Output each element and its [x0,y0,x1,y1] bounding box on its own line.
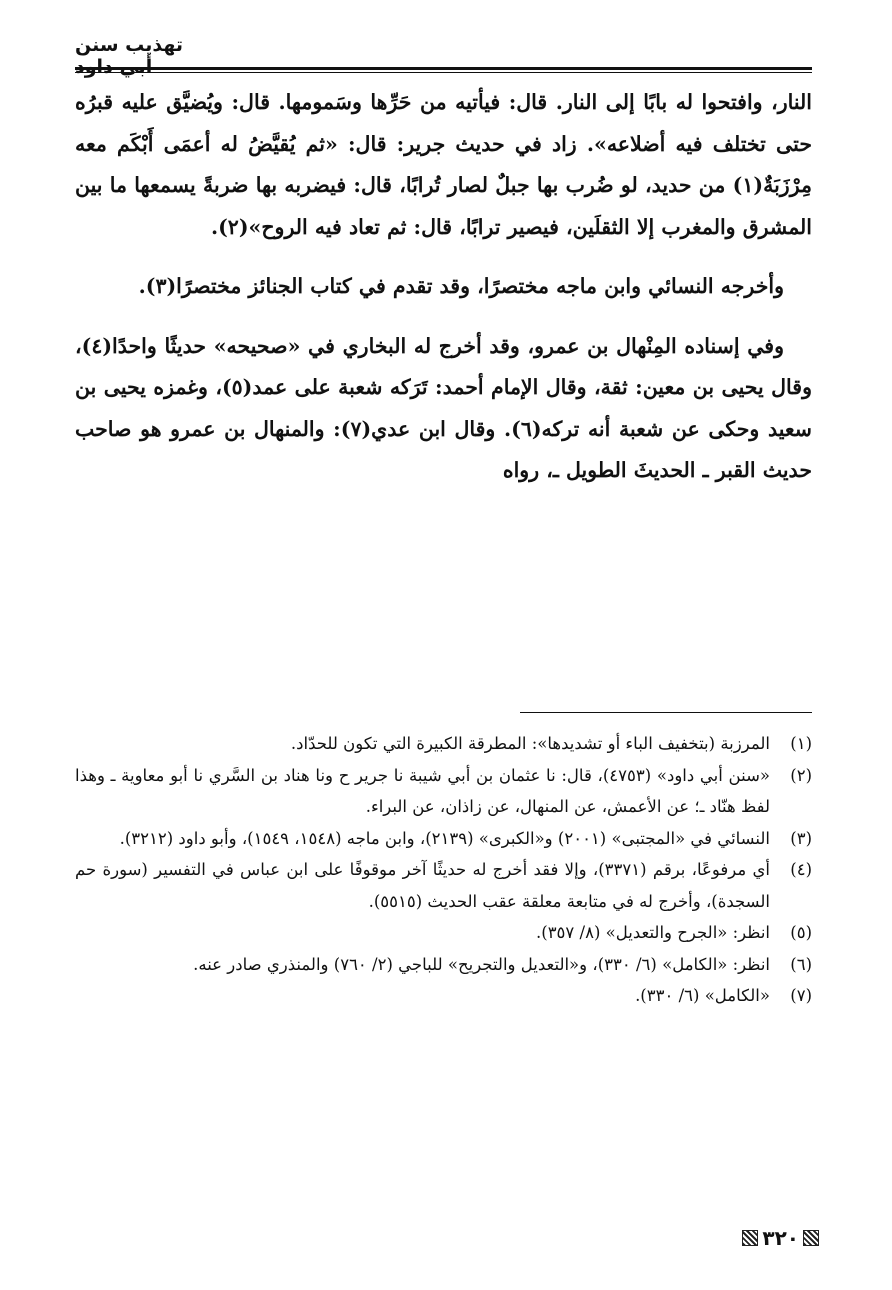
footnote-number: (٢) [790,765,812,785]
footnotes [75,728,812,1012]
header-rule [75,67,812,70]
footnote-number: (٦) [790,954,812,974]
footnote-text: النسائي في «المجتبى» (٢٠٠١) و«الكبرى» (٢١٣٩)، وابن ماجه (١٥٤٨، ١٥٤٩)، وأبو داود (٣٢١٢). [119,828,770,848]
footnote-text: «سنن أبي داود» (٤٧٥٣)، قال: نا عثمان بن أبي شيبة نا جرير ح ونا هناد بن السَّري نا أبو معاوية ـ وهذا لفظ هنّاد ـ؛ عن الأعمش، عن المنهال، عن زاذان، عن البراء. [75,765,771,816]
paragraph: وأخرجه النسائي وابن ماجه مختصرًا، وقد تقدم في كتاب الجنائز مختصرًا(٣). [138,274,784,298]
footnote-separator [520,712,812,713]
footnote-text: انظر: «الكامل» (٦/ ٣٣٠)، و«التعديل والتجريح» للباجي (٢/ ٧٦٠) والمنذري صادر عنه. [193,954,770,974]
footnote [75,760,812,823]
footnote [75,854,812,917]
footnote-text: أي مرفوعًا، برقم (٣٣٧١)، وإلا فقد أخرج له حديثًا آخر موقوفًا على ابن عباس في التفسير (سورة حم السجدة)، وأخرج له في متابعة معلقة عقب الحديث (٥٥١٥). [75,860,771,911]
paragraph: وفي إسناده المِنْهال بن عمرو، وقد أخرج له البخاري في «صحيحه» حديثًا واحدًا(٤)، وقال يحيى بن معين: ثقة، وقال الإمام أحمد: تَرَكه شعبة على عمد(٥)، وغمزه يحيى بن سعيد وحكى عن شعبة أنه تركه(٦). وقال ابن عدي(٧): والمنهال بن عمرو هو صاحب حديث القبر ـ الحديثَ الطويل ـ، رواه [75,333,812,482]
footnote-number: (١) [790,734,812,753]
footnote-number: (٥) [790,923,812,942]
footnote-text: «الكامل» (٦/ ٣٣٠). [635,986,770,1005]
footnote [75,728,812,760]
ornament-icon [803,1230,819,1246]
footnote [75,949,812,981]
footnote [75,917,812,949]
paragraph: النار، وافتحوا له بابًا إلى النار. قال: فيأتيه من حَرِّها وسَمومها. قال: ويُضيَّق عليه قبرُه حتى تختلف فيه أضلاعه». زاد في حديث جرير: قال: «ثم يُقيَّضُ له أعمَى أَبْكَم معه مِرْزَبَةٌ(١) من حديد، لو ضُرب بها جبلٌ لصار تُرابًا، قال: فيضربه بها ضربةً يسمعها ما بين المشرق والمغرب إلا الثقلَين، فيصير ترابًا، قال: ثم تعاد فيه الروح»(٢). [75,90,812,239]
footnote-text: انظر: «الجرح والتعديل» (٨/ ٣٥٧). [536,923,770,942]
footnote [75,823,812,855]
main-text [75,82,812,510]
footnote-number: (٤) [790,860,812,879]
footnote-number: (٣) [790,828,812,848]
footnote [75,980,812,1012]
ornament-icon [742,1230,758,1246]
page-number-block [703,1226,823,1250]
page-number: ٣٢٠ [762,1226,799,1250]
header-rule-thin [75,72,812,73]
footnote-number: (٧) [790,986,812,1005]
running-header-title: تهذيب سنن [75,34,184,56]
footnote-text: المرزبة (بتخفيف الباء أو تشديدها»: المطرقة الكبيرة التي تكون للحدّاد. [290,734,770,753]
